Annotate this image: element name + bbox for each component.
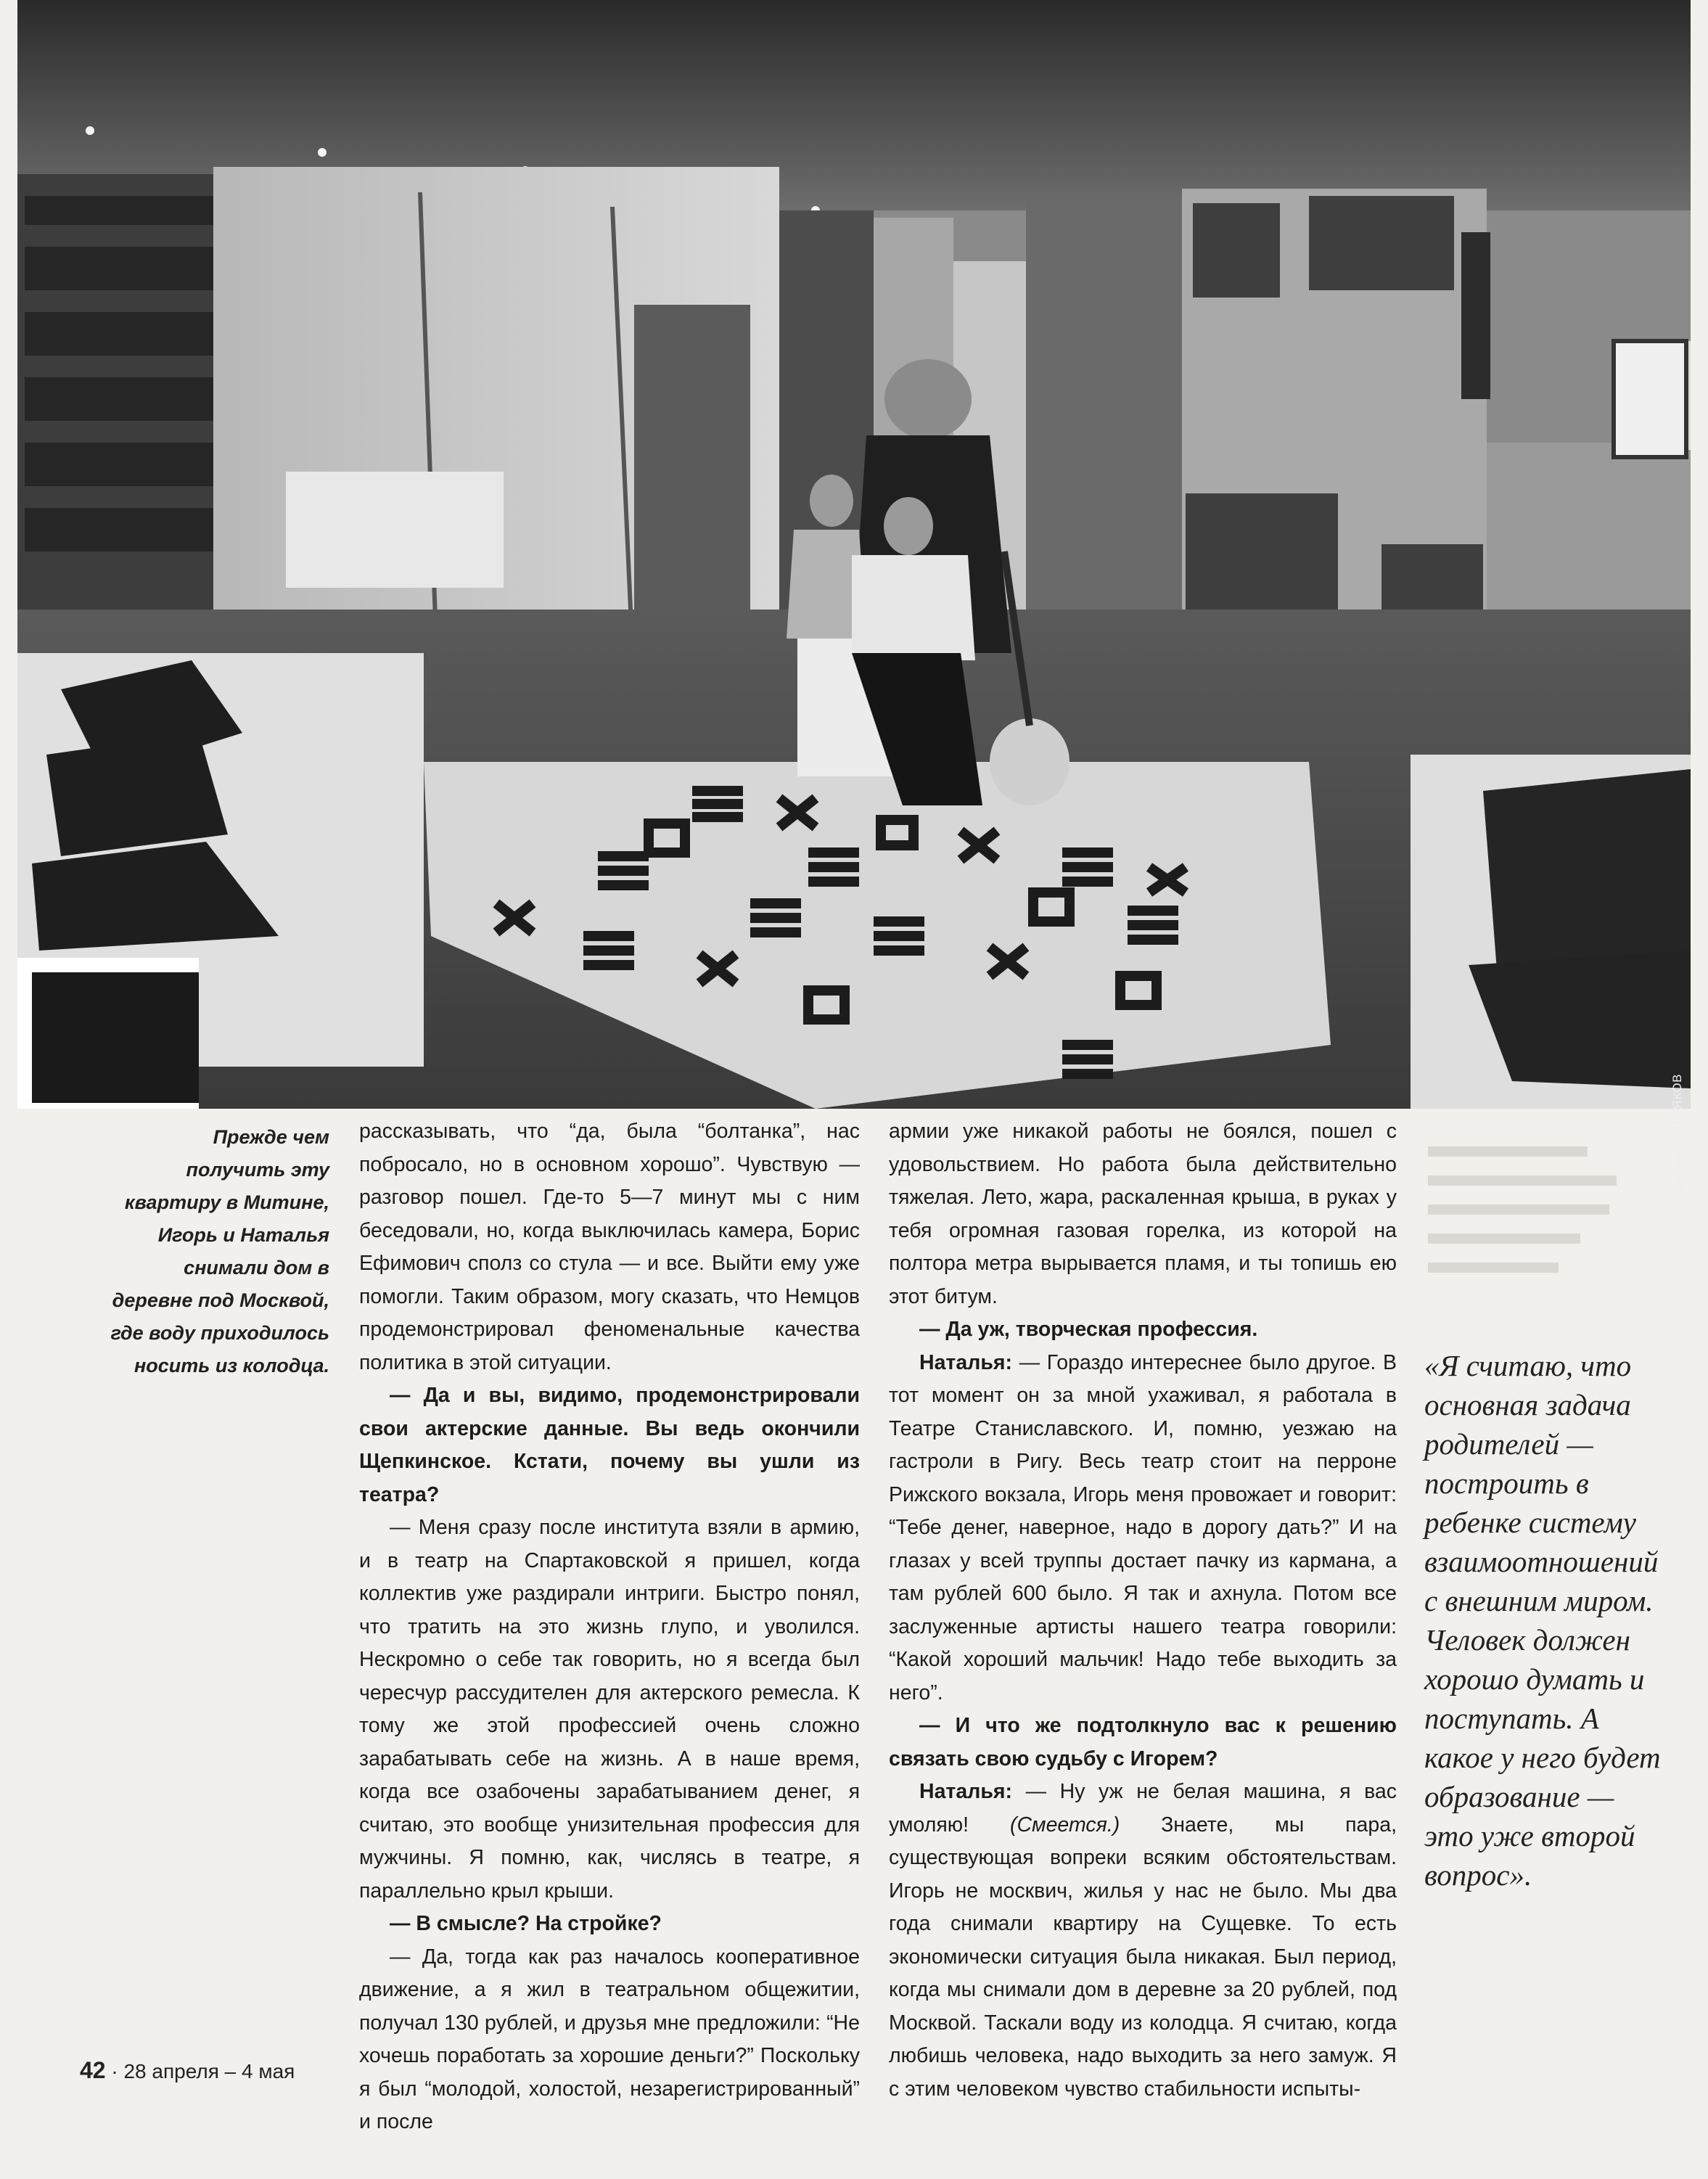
page-number: 42: [80, 2057, 106, 2083]
paragraph: [889, 1347, 1397, 1710]
interview-question: — И что же подтолкнуло вас к решению связать свою судьбу с Игорем?: [889, 1714, 1397, 1770]
photo-caption: Прежде чем получить эту квартиру в Митине, Игорь и Наталья снимали дом в деревне под Москвой, где воду приходилось носить из колодца.: [110, 1126, 329, 1376]
speaker-text: — Ну уж не белая машина, я вас умоляю!: [889, 1780, 1397, 1837]
speaker-name: Наталья:: [919, 1780, 1012, 1803]
interior-photo: [17, 0, 1691, 1109]
paragraph: рассказывать, что “да, была “болтанка”, нас побросало, но в основном хорошо”. Чувствую — разговор пошел. Где-то 5—7 минут мы с ним беседовали, но, когда выключилась камера, Борис Ефимович сполз со стула — и все. Выйти ему уже помогли. Таким образом, могу сказать, что Немцов продемонстрировал феноменальные качества политика в этой ситуации.: [359, 1120, 860, 1374]
bleed-through-text: [1421, 1132, 1667, 1313]
pull-quote: «Я считаю, что основная задача родителей — построить в ребенке систему взаимоотношений с внешним миром. Человек должен хорошо думать и поступать. А какое у него будет образование — это уже второй вопрос».: [1424, 1349, 1661, 1892]
paragraph: — Да, тогда как раз началось кооперативное движение, а я жил в театральном общежитии, получал 130 рублей, и друзья мне предложили: “Не хочешь поработать за хорошие деньги?” Поскольку я был “молодой, холостой, незарегистрированный” и после: [359, 1945, 860, 2133]
text-column-1: [359, 1115, 860, 2139]
paragraph: — Меня сразу после института взяли в армию, и в театр на Спартаковской я пришел, когда коллектив уже раздирали интриги. Быстро понял, что тратить на это жизнь глупо, и уволился. Нескромно о себе так говорить, но я всегда был чересчур рассудителен для актерского ремесла. К тому же этой профессией очень сложно зарабатывать себе на жизнь. А в наше время, когда все озабочены зарабатыванием денег, я считаю, это вообще унизительная профессия для мужчины. Я помню, как, числясь в театре, я параллельно крыл крыши.: [359, 1516, 860, 1903]
interview-question: — Да уж, творческая профессия.: [919, 1318, 1258, 1341]
interior-photo-drawing: [17, 0, 1691, 1109]
paragraph: [889, 1776, 1397, 2106]
interview-question: — В смысле? На стройке?: [390, 1912, 662, 1935]
speaker-text: — Гораздо интереснее было другое. В тот момент он за мной ухаживал, я работала в Театре Станиславского. И, помню, уезжаю на гастроли в Ригу. Весь театр стоит на перроне Рижского вокзала, Игорь меня провожает и говорит: “Тебе денег, наверное, надо в дорогу дать?” И на глазах у всей труппы достает пачку из кармана, а там рублей 600 было. Я так и ахнула. Потом все заслуженные артисты нашего театра говорили: “Какой хороший мальчик! Надо тебе выходить за него”.: [889, 1350, 1397, 1704]
page-footer: [80, 2057, 295, 2084]
text-column-2: [889, 1115, 1397, 2106]
speaker-name: Наталья:: [919, 1350, 1012, 1374]
speaker-text: Знаете, мы пара, существующая вопреки всяким обстоятельствам. Игорь не москвич, жилья у нас не было. Мы два года снимали квартиру на Сущевке. То есть экономически ситуация была никакая. Был период, когда мы снимали дом в деревне за 20 рублей, под Москвой. Таскали воду из колодца. Я считаю, когда любишь человека, надо выходить за него замуж. Я с этим человеком чувство стабильности испыты-: [889, 1813, 1397, 2101]
photo-credit: Владимир ЧИСТЯКОВ: [1670, 1074, 1684, 1209]
interview-question: — Да и вы, видимо, продемонстрировали свои актерские данные. Вы ведь окончили Щепкинское. Кстати, почему вы ушли из театра?: [359, 1384, 860, 1506]
stage-direction: (Смеется.): [1009, 1813, 1120, 1837]
issue-dates: · 28 апреля – 4 мая: [111, 2060, 295, 2082]
paragraph: армии уже никакой работы не боялся, пошел с удовольствием. Но работа была действительно тяжелая. Лето, жара, раскаленная крыша, в руках у тебя огромная газовая горелка, из которой на полтора метра вырывается пламя, и ты топишь ею этот битум.: [889, 1120, 1397, 1308]
